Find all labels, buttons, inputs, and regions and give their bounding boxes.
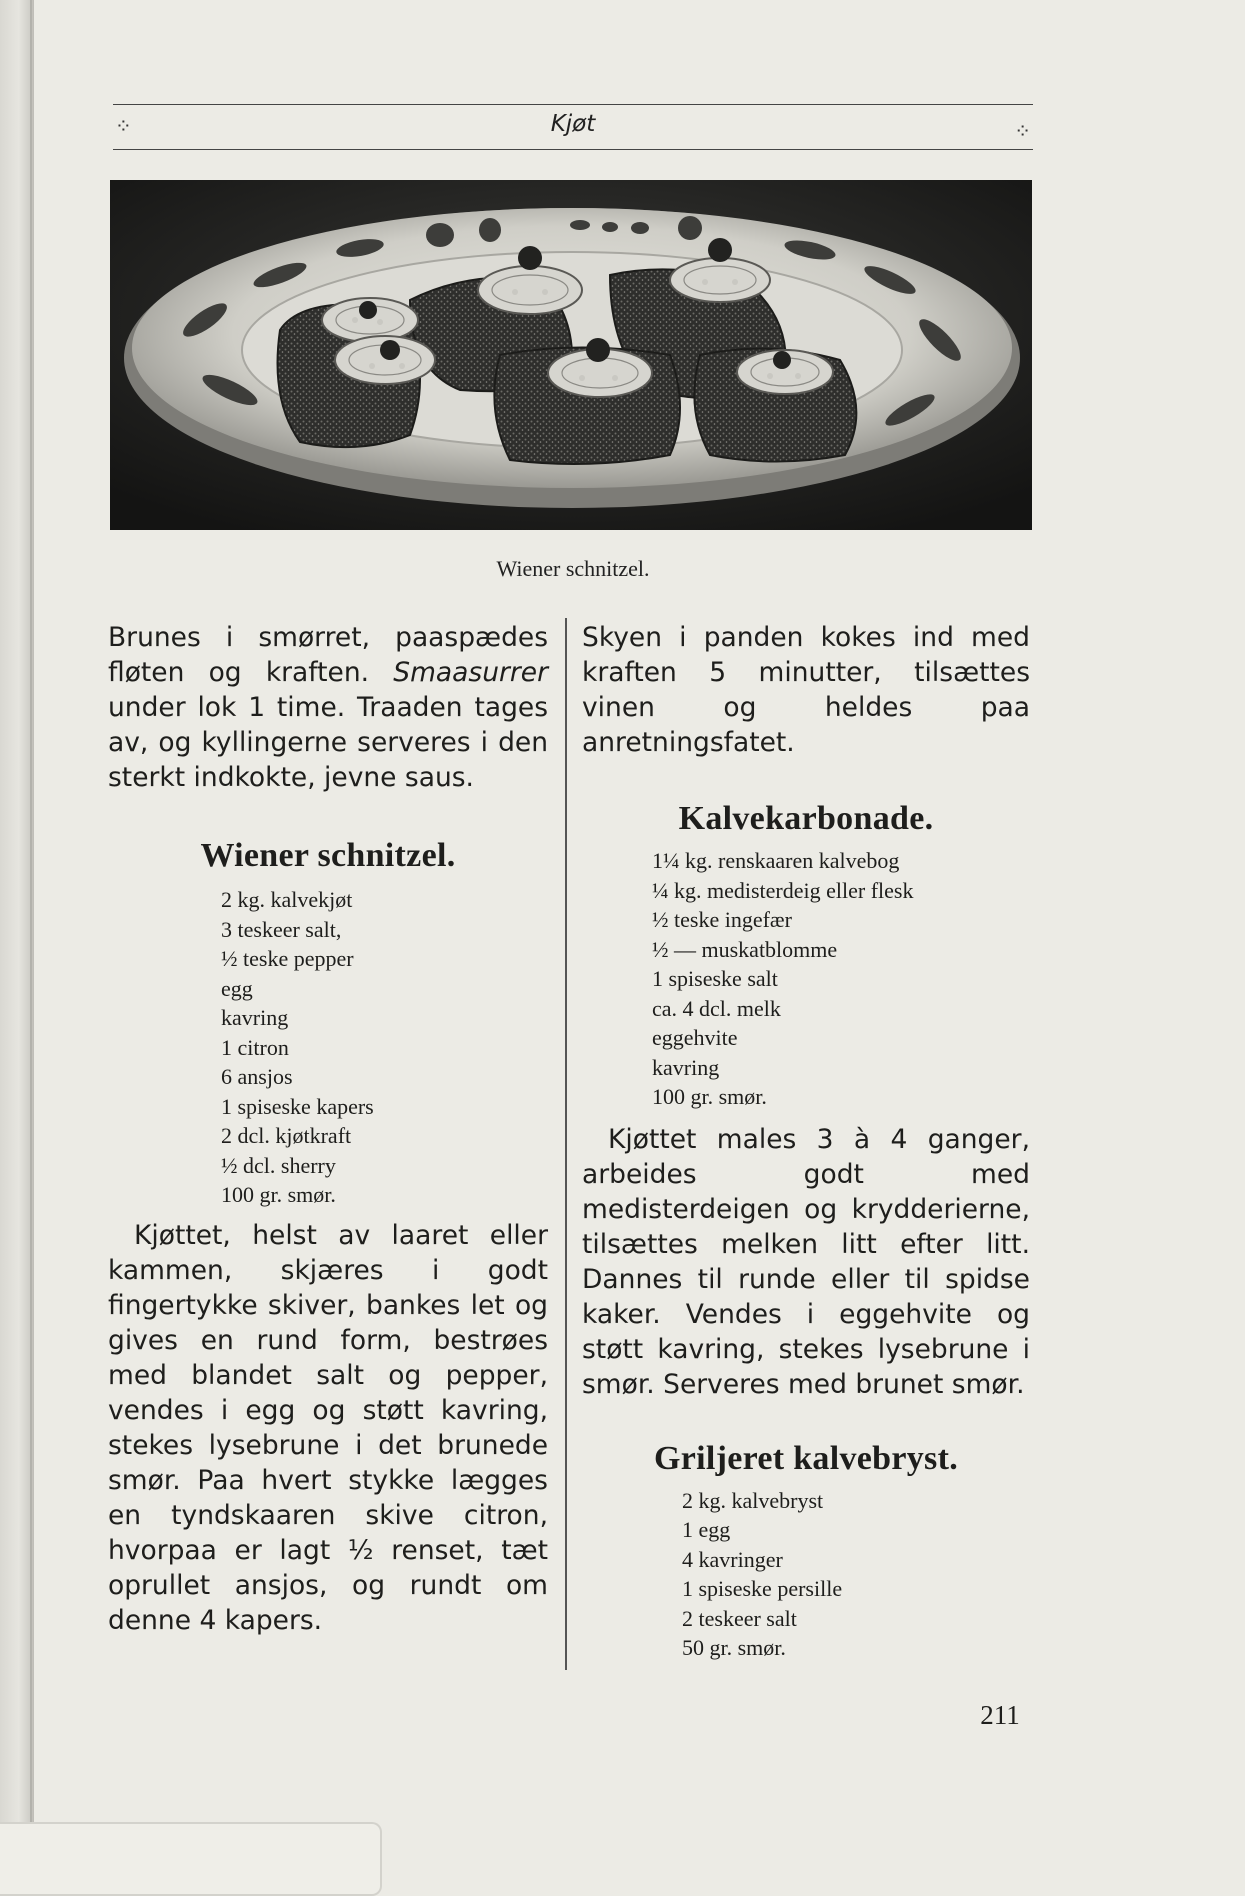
intro-paragraph bbox=[108, 620, 548, 795]
page-number: 211 bbox=[980, 1700, 1020, 1730]
method-paragraph-kalvekarbonade: Kjøttet males 3 à 4 ganger, arbeides godt med medisterdeigen og krydderierne, tilsættes melken litt efter litt. Dannes til runde eller til spidse kaker. Vendes i eggehvite og støtt kavring, stekes lysebrune i smør. Serveres med brunet smør. bbox=[582, 1123, 1030, 1400]
ingredient-item: 1 spiseske persille bbox=[682, 1576, 843, 1601]
ingredient-item: 6 ansjos bbox=[221, 1064, 293, 1089]
ingredient-list-wiener-schnitzel bbox=[221, 885, 548, 1210]
running-head: Kjøt bbox=[550, 111, 596, 137]
intro-text-italic: Smaasurrer bbox=[393, 657, 548, 688]
bottom-page-tab bbox=[0, 1822, 382, 1896]
ingredient-item: 2 dcl. kjøtkraft bbox=[221, 1123, 352, 1148]
ingredient-item: 2 kg. kalvebryst bbox=[682, 1487, 824, 1513]
method-paragraph-wiener-schnitzel: Kjøttet, helst av laaret eller kammen, skjæres i godt fingertykke skiver, bankes let og gives en rund form, bestrøes med blandet salt og pepper, vendes i egg og støtt kavring, stekes lysebrune i det brunede smør. Paa hvert stykke lægges en tyndskaaren skive citron, hvorpaa er lagt ½ renset, tæt oprullet ansjos, og rundt om denne 4 kapers. bbox=[108, 1219, 548, 1636]
ingredient-item: 4 kavringer bbox=[682, 1546, 783, 1572]
right-column bbox=[582, 620, 1030, 1663]
ingredient-item: 100 gr. smør. bbox=[652, 1084, 767, 1109]
intro-text-2: under lok 1 time. Traaden tages av, og kyllingerne serveres i den sterkt indkokte, jevne saus. bbox=[108, 692, 548, 793]
ingredient-list-griljeret-kalvebryst bbox=[682, 1486, 1030, 1663]
ingredient-item: ca. 4 dcl. melk bbox=[652, 995, 781, 1021]
page-edge bbox=[0, 0, 34, 1895]
ingredient-item: ½ dcl. sherry bbox=[221, 1152, 336, 1178]
binding-line bbox=[30, 0, 32, 1895]
ingredient-item: 100 gr. smør. bbox=[221, 1182, 336, 1207]
column-divider bbox=[565, 618, 567, 1670]
photo-caption: Wiener schnitzel. bbox=[496, 556, 650, 581]
ingredient-item: 1 spiseske salt bbox=[652, 966, 778, 991]
ingredient-item: 1 egg bbox=[682, 1517, 731, 1542]
ingredient-item: ½ teske ingefær bbox=[652, 907, 792, 932]
ingredient-item: 2 kg. kalvekjøt bbox=[221, 887, 353, 912]
continuation-paragraph: Skyen i panden kokes ind med kraften 5 minutter, tilsættes vinen og heldes paa anretningsfatet. bbox=[582, 622, 1030, 758]
left-column bbox=[108, 620, 548, 1638]
ingredient-item: kavring bbox=[652, 1054, 720, 1080]
dish-photo bbox=[110, 180, 1032, 530]
ingredient-item: ½ — muskatblomme bbox=[652, 936, 838, 962]
ingredient-item: kavring bbox=[221, 1005, 289, 1030]
page-header bbox=[113, 104, 1033, 150]
ingredient-item: 1 spiseske kapers bbox=[221, 1093, 374, 1119]
ingredient-item: 50 gr. smør. bbox=[682, 1635, 786, 1660]
ingredient-item: ½ teske pepper bbox=[221, 946, 354, 971]
ingredient-item: 1¼ kg. renskaaren kalvebog bbox=[652, 848, 900, 873]
ingredient-item: eggehvite bbox=[652, 1025, 738, 1050]
ingredient-item: 3 teskeer salt, bbox=[221, 916, 342, 942]
recipe-title-griljeret-kalvebryst: Griljeret kalvebryst. bbox=[653, 1439, 959, 1477]
ingredient-list-kalvekarbonade bbox=[652, 846, 1030, 1112]
ornament-left-icon: ⁘ bbox=[115, 114, 132, 138]
ingredient-item: 1 citron bbox=[221, 1034, 289, 1060]
recipe-title-kalvekarbonade: Kalvekarbonade. bbox=[678, 800, 934, 837]
ornament-right-icon: ⁘ bbox=[1014, 119, 1031, 143]
intro-text-1: Brunes i smørret, paaspædes fløten og kraften. bbox=[108, 622, 548, 688]
recipe-title-wiener-schnitzel: Wiener schnitzel. bbox=[200, 837, 456, 874]
plate-illustration bbox=[110, 180, 1032, 530]
ingredient-item: egg bbox=[221, 975, 253, 1001]
ingredient-item: 2 teskeer salt bbox=[682, 1605, 797, 1631]
ingredient-item: ¼ kg. medisterdeig eller flesk bbox=[652, 877, 914, 903]
